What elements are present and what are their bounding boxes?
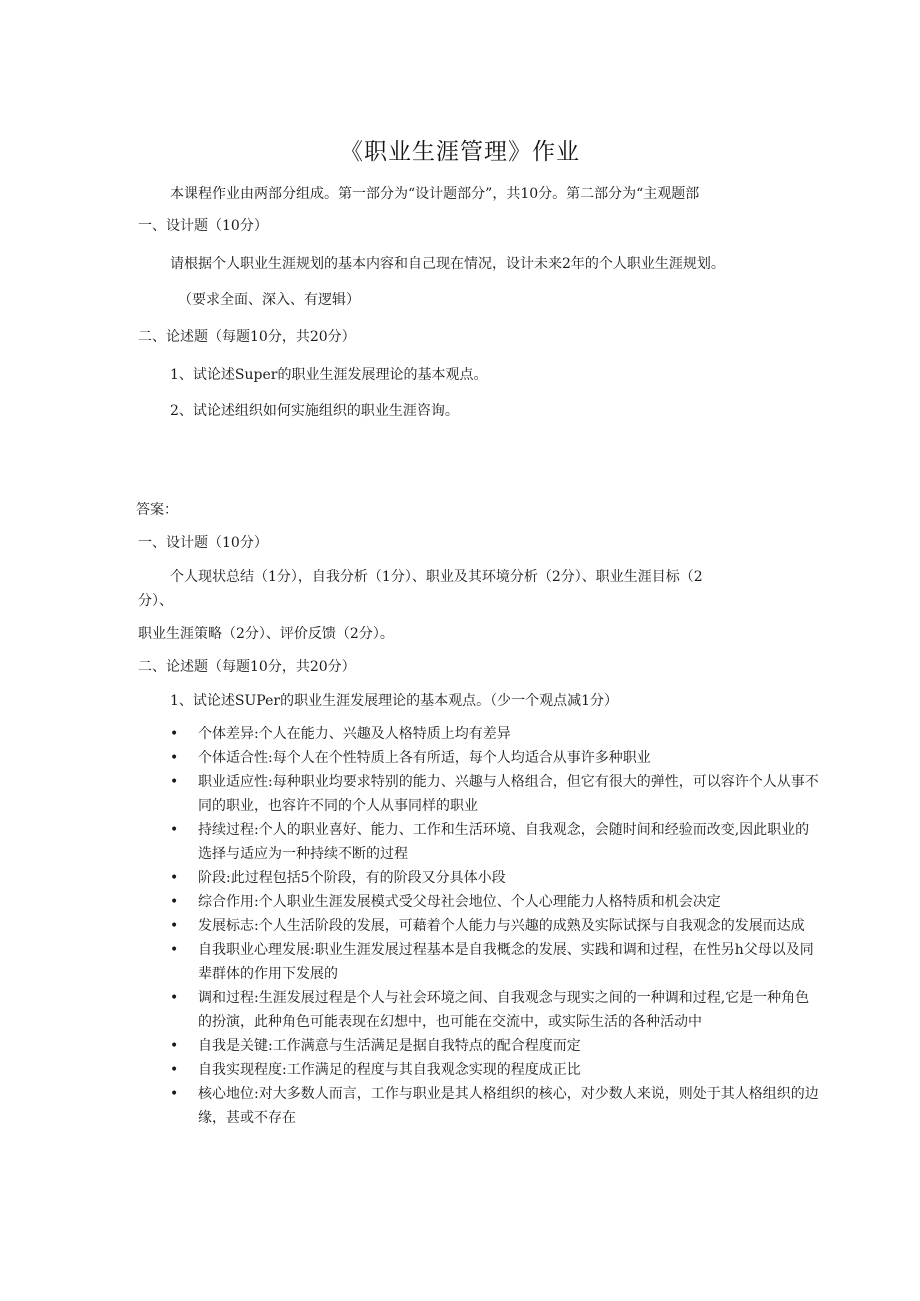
list-item <box>170 1058 820 1082</box>
answers-part1-line-3: 职业生涯策略（2分）、评价反馈（2分）。 <box>138 626 394 642</box>
part2-question-1: 1、试论述Super的职业生涯发展理论的基本观点。 <box>170 367 488 383</box>
list-item <box>170 866 820 890</box>
list-item <box>170 770 820 818</box>
bullet-icon: • <box>170 1062 179 1078</box>
answers-part1-heading: 一、设计题（10分） <box>138 535 268 551</box>
bullet-icon: • <box>170 1086 179 1102</box>
point-text: 自我实现程度:工作满足的程度与其自我观念实现的程度成正比 <box>198 1062 581 1078</box>
document-title: 《职业生涯管理》作业 <box>340 139 580 165</box>
answers-part2-question-1: 1、试论述SUPer的职业生涯发展理论的基本观点。（少一个观点减1分） <box>170 693 618 709</box>
point-text: 阶段:此过程包括5个阶段，有的阶段又分具体小段 <box>198 870 506 886</box>
list-item <box>170 986 820 1034</box>
point-text: 个体适合性:每个人在个性特质上各有所适，每个人均适合从事许多种职业 <box>198 750 651 766</box>
part1-requirement: （要求全面、深入、有逻辑） <box>178 292 360 308</box>
bullet-icon: • <box>170 894 179 910</box>
part2-heading: 二、论述题（每题10分，共20分） <box>138 329 356 345</box>
part1-heading: 一、设计题（10分） <box>138 218 268 234</box>
point-text: 个体差异:个人在能力、兴趣及人格特质上均有差异 <box>198 726 511 742</box>
point-text: 综合作用:个人职业生涯发展模式受父母社会地位、个人心理能力人格特质和机会决定 <box>198 894 721 910</box>
list-item <box>170 722 820 746</box>
part2-question-2: 2、试论述组织如何实施组织的职业生涯咨询。 <box>170 403 459 419</box>
intro-paragraph: 本课程作业由两部分组成。第一部分为“设计题部分”，共10分。第二部分为“主观题部 <box>170 186 700 202</box>
point-text: 职业适应性:每种职业均要求特别的能力、兴趣与人格组合，但它有很大的弹性，可以容许个人从事不同的职业，也容许不同的个人从事同样的职业 <box>198 774 819 814</box>
point-text: 自我是关键:工作满意与生活满足是据自我特点的配合程度而定 <box>198 1038 581 1054</box>
bullet-icon: • <box>170 942 179 958</box>
point-text: 核心地位:对大多数人而言，工作与职业是其人格组织的核心，对少数人来说，则处于其人格组织的边缘，甚或不存在 <box>198 1086 819 1126</box>
point-text: 持续过程:个人的职业喜好、能力、工作和生活环境、自我观念，会随时间和经验而改变,因此职业的选择与适应为一种持续不断的过程 <box>198 822 810 862</box>
bullet-icon: • <box>170 1038 179 1054</box>
bullet-icon: • <box>170 990 179 1006</box>
bullet-icon: • <box>170 918 179 934</box>
answers-part1-line-1: 个人现状总结（1分），自我分析（1分）、职业及其环境分析（2分）、职业生涯目标（2 <box>170 569 703 585</box>
list-item <box>170 818 820 866</box>
bullet-icon: • <box>170 822 179 838</box>
list-item <box>170 938 820 986</box>
point-text: 自我职业心理发展:职业生涯发展过程基本是自我概念的发展、实践和调和过程，在性另h父母以及同辈群体的作用下发展的 <box>198 942 814 982</box>
bullet-icon: • <box>170 750 179 766</box>
part1-prompt: 请根据个人职业生涯规划的基本内容和自己现在情况，设计未来2年的个人职业生涯规划。 <box>170 256 725 272</box>
bullet-icon: • <box>170 774 179 790</box>
list-item <box>170 890 820 914</box>
answers-label: 答案： <box>136 502 178 518</box>
list-item <box>170 1082 820 1130</box>
point-text: 调和过程:生涯发展过程是个人与社会环境之间、自我观念与现实之间的一种调和过程,它是一种角色的扮演，此种角色可能表现在幻想中，也可能在交流中，或实际生活的各种活动中 <box>198 990 810 1030</box>
list-item <box>170 914 820 938</box>
super-theory-points-list <box>170 722 820 1130</box>
answers-part2-heading: 二、论述题（每题10分，共20分） <box>138 659 356 675</box>
list-item <box>170 746 820 770</box>
list-item <box>170 1034 820 1058</box>
bullet-icon: • <box>170 870 179 886</box>
answers-part1-line-2: 分）、 <box>138 593 173 609</box>
bullet-icon: • <box>170 726 179 742</box>
point-text: 发展标志:个人生活阶段的发展，可藉着个人能力与兴趣的成熟及实际试探与自我观念的发展而达成 <box>198 918 805 934</box>
